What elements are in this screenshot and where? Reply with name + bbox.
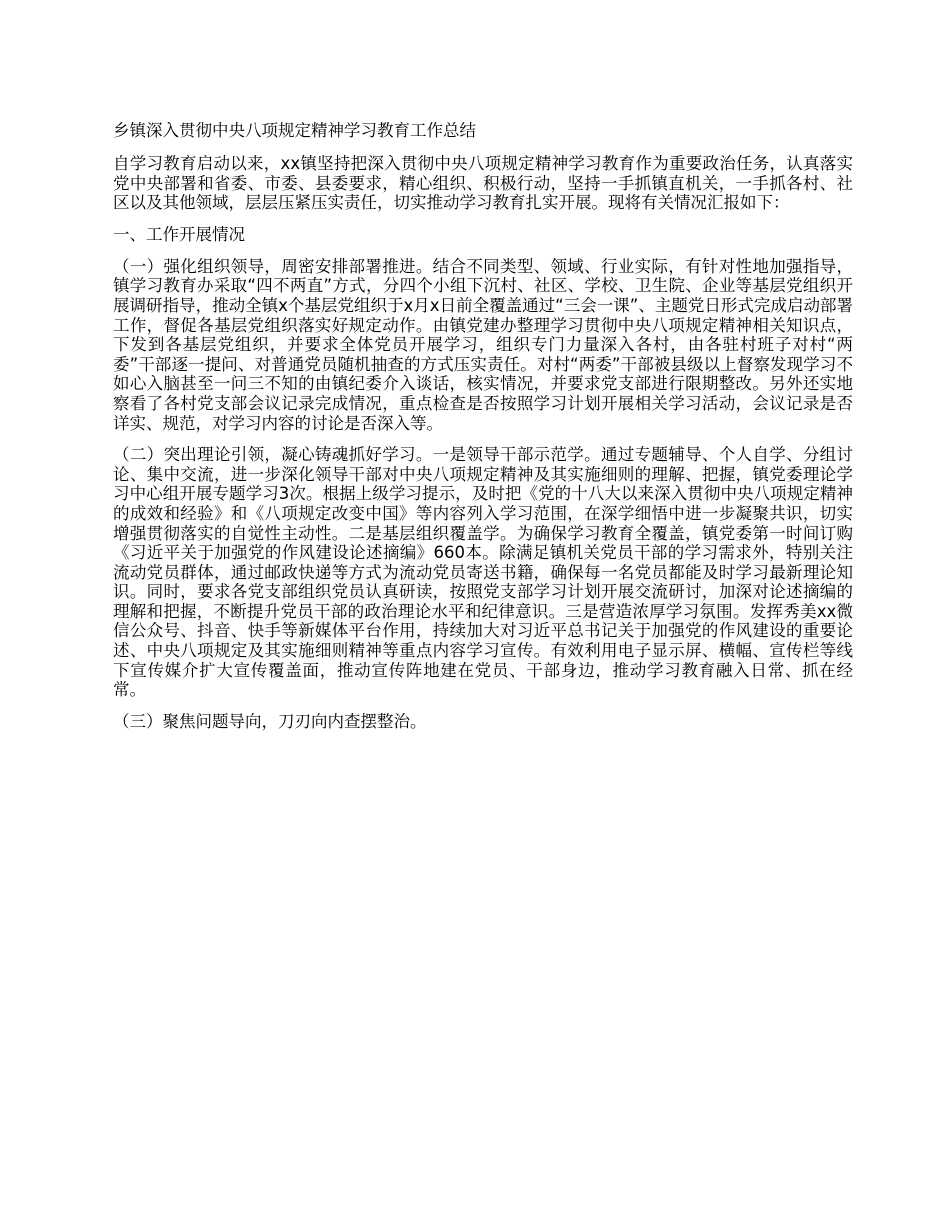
paragraph-organization: （一）强化组织领导，周密安排部署推进。结合不同类型、领域、行业实际，有针对性地加强指导，镇学习教育办采取“四不两直”方式，分四个小组下沉村、社区、学校、卫生院、企业等基层党组织开展调研指导，推动全镇x个基层党组织于x月x日前全覆盖通过“三会一课”、主题党日形式完成启动部署工作，督促各基层党组织落实好规定动作。由镇党建办整理学习贯彻中央八项规定精神相关知识点，下发到各基层党组织，并要求全体党员开展学习，组织专门力量深入各村，由各驻村班子对村“两委”干部逐一提问、对普通党员随机抽查的方式压实责任。对村“两委”干部被县级以上督察发现学习不如心入脑甚至一问三不知的由镇纪委介入谈话，核实情况，并要求党支部进行限期整改。另外还实地察看了各村党支部会议记录完成情况，重点检查是否按照学习计划开展相关学习活动，会议记录是否详实、规范，对学习内容的讨论是否深入等。 xyxy=(113,256,853,433)
document-page xyxy=(113,120,853,743)
paragraph-problems: （三）聚焦问题导向，刀刃向内查摆整治。 xyxy=(113,711,427,731)
paragraph-theory: （二）突出理论引领，凝心铸魂抓好学习。一是领导干部示范学。通过专题辅导、个人自学、分组讨论、集中交流，进一步深化领导干部对中央八项规定精神及其实施细则的理解、把握，镇党委理论学习中心组开展专题学习3次。根据上级学习提示，及时把《党的十八大以来深入贯彻中央八项规定精神的成效和经验》和《八项规定改变中国》等内容列入学习范围，在深学细悟中进一步凝聚共识，切实增强贯彻落实的自觉性主动性。二是基层组织覆盖学。为确保学习教育全覆盖，镇党委第一时间订购《习近平关于加强党的作风建设论述摘编》660本。除满足镇机关党员干部的学习需求外，特别关注流动党员群体，通过邮政快递等方式为流动党员寄送书籍，确保每一名党员都能及时学习最新理论知识。同时，要求各党支部组织党员认真研读，按照党支部学习计划开展交流研讨，加深对论述摘编的理解和把握，不断提升党员干部的政治理论水平和纪律意识。三是营造浓厚学习氛围。发挥秀美xx微信公众号、抖音、快手等新媒体平台作用，持续加大对习近平总书记关于加强党的作风建设的重要论述、中央八项规定及其实施细则精神等重点内容学习宣传。有效利用电子显示屏、横幅、宣传栏等线下宣传媒介扩大宣传覆盖面，推动宣传阵地建在党员、干部身边，推动学习教育融入日常、抓在经常。 xyxy=(113,445,853,700)
section-heading: 一、工作开展情况 xyxy=(113,224,245,244)
intro-paragraph: 自学习教育启动以来，xx镇坚持把深入贯彻中央八项规定精神学习教育作为重要政治任务，认真落实党中央部署和省委、市委、县委要求，精心组织、积极行动，坚持一手抓镇直机关，一手抓各村、社区以及其他领域，层层压紧压实责任，切实推动学习教育扎实开展。现将有关情况汇报如下： xyxy=(113,154,853,213)
document-title: 乡镇深入贯彻中央八项规定精神学习教育工作总结 xyxy=(113,121,476,140)
